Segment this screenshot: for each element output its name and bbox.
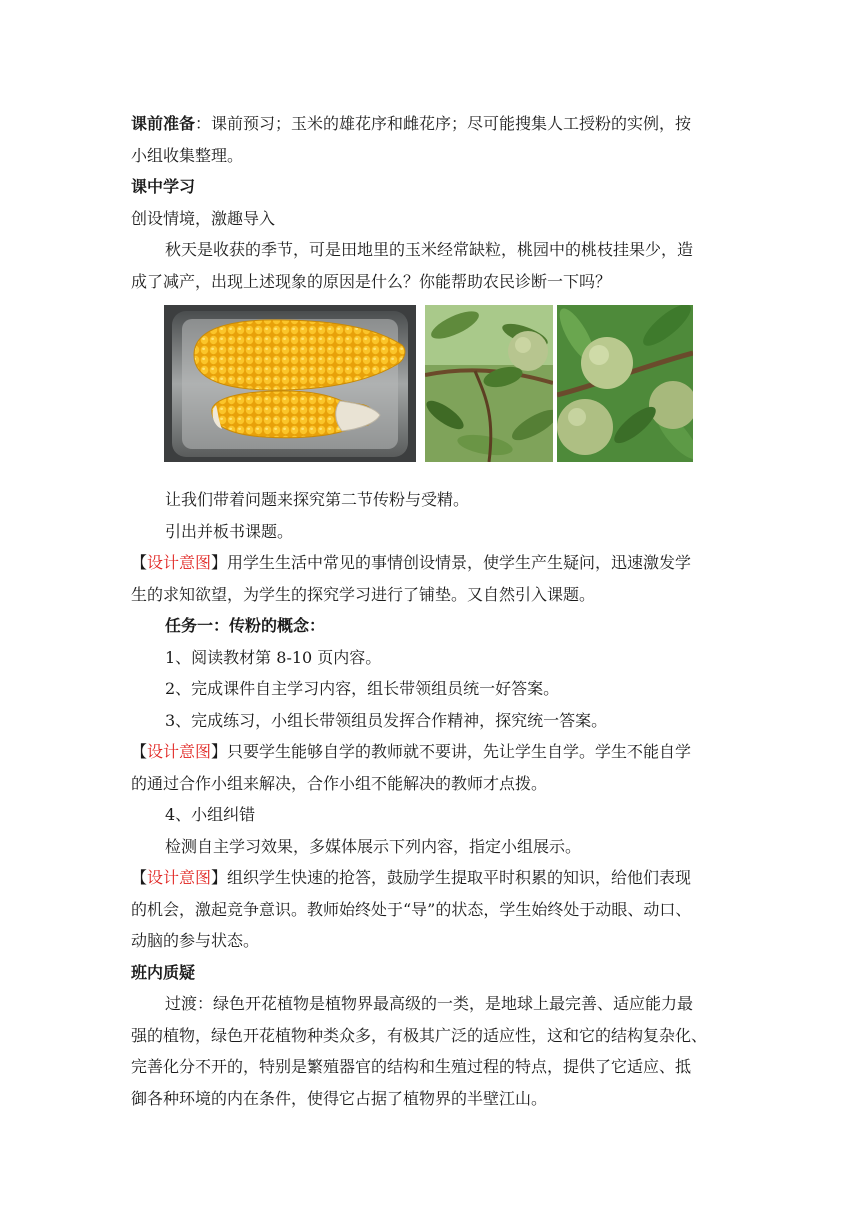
transition-line-4: 御各种环境的内在条件，使得它占据了植物界的半壁江山。 xyxy=(131,1088,548,1108)
bracket-open: 【 xyxy=(131,742,148,761)
corn-photo xyxy=(164,305,416,462)
design-intent-3-line-2: 的机会，激起竞争意识。教师始终处于“导”的状态，学生始终处于动眼、动口、 xyxy=(131,899,692,919)
prep-label: 课前准备 xyxy=(131,114,196,133)
prep-text: ：课前预习；玉米的雄花序和雌花序；尽可能搜集人工授粉的实例，按 xyxy=(195,114,692,133)
photo-row xyxy=(164,305,731,466)
design-intent-text: 用学生生活中常见的事情创设情景，使学生产生疑问，迅速激发学 xyxy=(227,553,692,572)
bracket-open: 【 xyxy=(131,553,148,572)
design-intent-label: 设计意图 xyxy=(147,868,212,887)
design-intent-text: 组织学生快速的抢答，鼓励学生提取平时积累的知识，给他们表现 xyxy=(227,868,692,887)
step-3: 3、完成练习，小组长带领组员发挥合作精神，探究统一答案。 xyxy=(165,710,608,730)
task-one-heading: 任务一：传粉的概念： xyxy=(165,616,326,635)
design-intent-label: 设计意图 xyxy=(147,742,212,761)
prep-line-2: 小组收集整理。 xyxy=(131,145,244,165)
prep-line-1 xyxy=(131,108,731,140)
design-intent-text: 只要学生能够自学的教师就不要讲，先让学生自学。学生不能自学 xyxy=(227,742,692,761)
step-2: 2、完成课件自主学习内容，组长带领组员统一好答案。 xyxy=(165,679,560,698)
document-body xyxy=(131,108,731,1114)
intro-paragraph-line-1: 秋天是收获的季节，可是田地里的玉米经常缺粒，桃园中的桃枝挂果少，造 xyxy=(165,240,694,259)
bracket-close: 】 xyxy=(211,868,228,887)
bracket-open: 【 xyxy=(131,868,148,887)
transition-line-1: 过渡：绿色开花植物是植物界最高级的一类，是地球上最完善、适应能力最 xyxy=(165,994,694,1013)
design-intent-2-line-2: 的通过合作小组来解决，合作小组不能解决的教师才点拨。 xyxy=(131,773,548,793)
design-intent-1-line-1 xyxy=(131,547,731,579)
design-intent-2-line-1 xyxy=(131,736,731,768)
board-title-line: 引出并板书课题。 xyxy=(165,521,294,541)
transition-line-2: 强的植物，绿色开花植物种类众多，有极其广泛的适应性，这和它的结构复杂化、 xyxy=(131,1025,708,1045)
intro-paragraph-line-2: 成了减产，出现上述现象的原因是什么？你能帮助农民诊断一下吗？ xyxy=(131,271,612,291)
step-4: 4、小组纠错 xyxy=(165,805,256,824)
step-1: 1、阅读教材第 8-10 页内容。 xyxy=(165,647,382,667)
design-intent-1-line-2: 生的求知欲望，为学生的探究学习进行了铺垫。又自然引入课题。 xyxy=(131,584,596,604)
subheading-intro: 创设情境，激趣导入 xyxy=(131,208,276,228)
section-heading-question: 班内质疑 xyxy=(131,962,196,982)
lead-in-line: 让我们带着问题来探究第二节传粉与受精。 xyxy=(165,490,470,509)
peach-branch-photo xyxy=(425,305,553,462)
section-heading-learn: 课中学习 xyxy=(131,177,196,196)
peach-fruit-photo xyxy=(557,305,693,462)
bracket-close: 】 xyxy=(211,553,228,572)
design-intent-3-line-3: 动脑的参与状态。 xyxy=(131,931,260,950)
design-intent-label: 设计意图 xyxy=(147,553,212,572)
bracket-close: 】 xyxy=(211,742,228,761)
design-intent-3-line-1 xyxy=(131,862,731,894)
check-line: 检测自主学习效果，多媒体展示下列内容，指定小组展示。 xyxy=(165,836,582,856)
transition-line-3: 完善化分不开的，特别是繁殖器官的结构和生殖过程的特点，提供了它适应、抵 xyxy=(131,1057,692,1076)
